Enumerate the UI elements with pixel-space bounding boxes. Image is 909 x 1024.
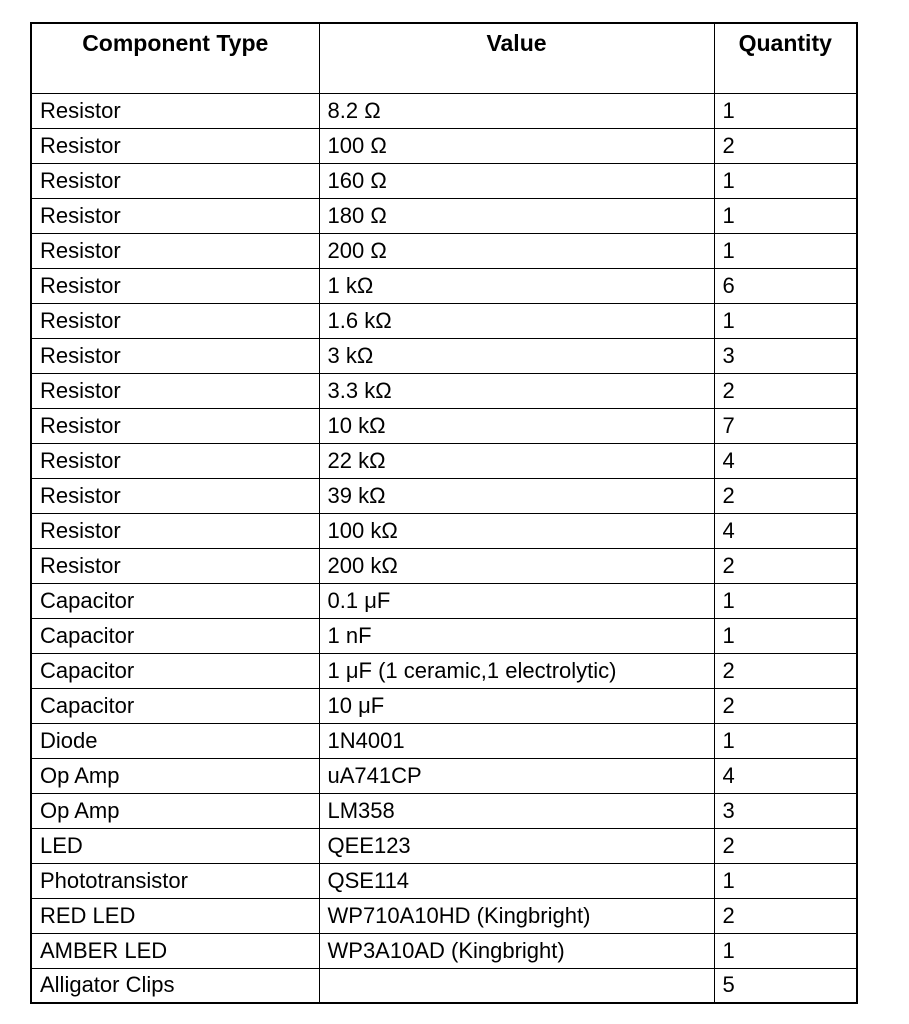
column-header-quantity: Quantity [714, 23, 857, 93]
table-cell-value: QSE114 [319, 863, 714, 898]
table-cell-value: WP3A10AD (Kingbright) [319, 933, 714, 968]
table-cell-value: 1 kΩ [319, 268, 714, 303]
table-row [31, 583, 857, 618]
table-cell-quantity: 2 [714, 478, 857, 513]
table-cell-quantity: 2 [714, 688, 857, 723]
table-row [31, 653, 857, 688]
table-cell-quantity: 1 [714, 933, 857, 968]
table-cell-quantity: 5 [714, 968, 857, 1003]
table-row [31, 338, 857, 373]
table-cell-value: 3 kΩ [319, 338, 714, 373]
table-cell-value: 100 Ω [319, 128, 714, 163]
table-cell-component: Op Amp [31, 758, 319, 793]
table-row [31, 513, 857, 548]
table-cell-component: Diode [31, 723, 319, 758]
table-cell-value: 100 kΩ [319, 513, 714, 548]
table-cell-value: 8.2 Ω [319, 93, 714, 128]
table-cell-quantity: 6 [714, 268, 857, 303]
table-cell-component: Capacitor [31, 653, 319, 688]
table-row [31, 128, 857, 163]
table-row [31, 688, 857, 723]
table-row [31, 408, 857, 443]
table-cell-quantity: 4 [714, 758, 857, 793]
table-row [31, 723, 857, 758]
table-row [31, 898, 857, 933]
table-cell-quantity: 2 [714, 373, 857, 408]
table-cell-quantity: 3 [714, 793, 857, 828]
table-row [31, 618, 857, 653]
table-cell-quantity: 2 [714, 653, 857, 688]
table-row [31, 793, 857, 828]
table-cell-quantity: 1 [714, 723, 857, 758]
table-row [31, 758, 857, 793]
table-cell-component: Resistor [31, 373, 319, 408]
header-row [31, 23, 857, 93]
table-cell-value: 1N4001 [319, 723, 714, 758]
table-cell-value: 160 Ω [319, 163, 714, 198]
column-header-value: Value [319, 23, 714, 93]
table-row [31, 268, 857, 303]
table-cell-value: 39 kΩ [319, 478, 714, 513]
table-cell-value: LM358 [319, 793, 714, 828]
table-row [31, 373, 857, 408]
table-cell-quantity: 1 [714, 233, 857, 268]
table-header [31, 23, 857, 93]
table-row [31, 863, 857, 898]
table-row [31, 478, 857, 513]
table-cell-component: RED LED [31, 898, 319, 933]
table-cell-value: 1.6 kΩ [319, 303, 714, 338]
table-cell-quantity: 1 [714, 863, 857, 898]
components-table [30, 22, 858, 1004]
table-cell-component: Capacitor [31, 688, 319, 723]
table-row [31, 233, 857, 268]
table-cell-component: Resistor [31, 128, 319, 163]
table-row [31, 443, 857, 478]
table-cell-component: Resistor [31, 303, 319, 338]
table-cell-value: 10 kΩ [319, 408, 714, 443]
table-row [31, 968, 857, 1003]
table-cell-value: 200 Ω [319, 233, 714, 268]
table-cell-quantity: 2 [714, 128, 857, 163]
table-cell-quantity: 1 [714, 163, 857, 198]
table-cell-quantity: 7 [714, 408, 857, 443]
table-cell-component: Capacitor [31, 583, 319, 618]
table-cell-quantity: 2 [714, 548, 857, 583]
table-cell-quantity: 2 [714, 898, 857, 933]
table-cell-quantity: 1 [714, 198, 857, 233]
table-cell-component: Resistor [31, 478, 319, 513]
table-cell-component: Op Amp [31, 793, 319, 828]
table-cell-value [319, 968, 714, 1003]
table-cell-value: WP710A10HD (Kingbright) [319, 898, 714, 933]
table-cell-component: Capacitor [31, 618, 319, 653]
table-cell-component: Resistor [31, 338, 319, 373]
table-cell-value: QEE123 [319, 828, 714, 863]
table-cell-value: 22 kΩ [319, 443, 714, 478]
table-row [31, 828, 857, 863]
table-cell-component: Resistor [31, 513, 319, 548]
table-cell-quantity: 1 [714, 93, 857, 128]
table-cell-quantity: 2 [714, 828, 857, 863]
table-cell-value: 1 μF (1 ceramic,1 electrolytic) [319, 653, 714, 688]
table-cell-component: Alligator Clips [31, 968, 319, 1003]
column-header-component-type: Component Type [31, 23, 319, 93]
table-cell-value: uA741CP [319, 758, 714, 793]
table-cell-component: AMBER LED [31, 933, 319, 968]
table-row [31, 93, 857, 128]
table-cell-component: Resistor [31, 408, 319, 443]
table-cell-value: 0.1 μF [319, 583, 714, 618]
table-cell-component: Resistor [31, 443, 319, 478]
table-row [31, 303, 857, 338]
table-cell-component: Resistor [31, 163, 319, 198]
table-cell-component: Phototransistor [31, 863, 319, 898]
table-cell-value: 1 nF [319, 618, 714, 653]
table-cell-value: 10 μF [319, 688, 714, 723]
table-cell-component: Resistor [31, 233, 319, 268]
table-cell-component: LED [31, 828, 319, 863]
table-cell-component: Resistor [31, 548, 319, 583]
table-row [31, 933, 857, 968]
table-cell-value: 200 kΩ [319, 548, 714, 583]
table-cell-value: 180 Ω [319, 198, 714, 233]
table-cell-quantity: 4 [714, 443, 857, 478]
table-cell-quantity: 1 [714, 303, 857, 338]
table-cell-component: Resistor [31, 93, 319, 128]
table-row [31, 548, 857, 583]
table-cell-component: Resistor [31, 198, 319, 233]
table-cell-value: 3.3 kΩ [319, 373, 714, 408]
table-body [31, 93, 857, 1003]
table-cell-component: Resistor [31, 268, 319, 303]
table-cell-quantity: 1 [714, 583, 857, 618]
table-cell-quantity: 3 [714, 338, 857, 373]
table-row [31, 163, 857, 198]
table-cell-quantity: 4 [714, 513, 857, 548]
table-row [31, 198, 857, 233]
table-cell-quantity: 1 [714, 618, 857, 653]
